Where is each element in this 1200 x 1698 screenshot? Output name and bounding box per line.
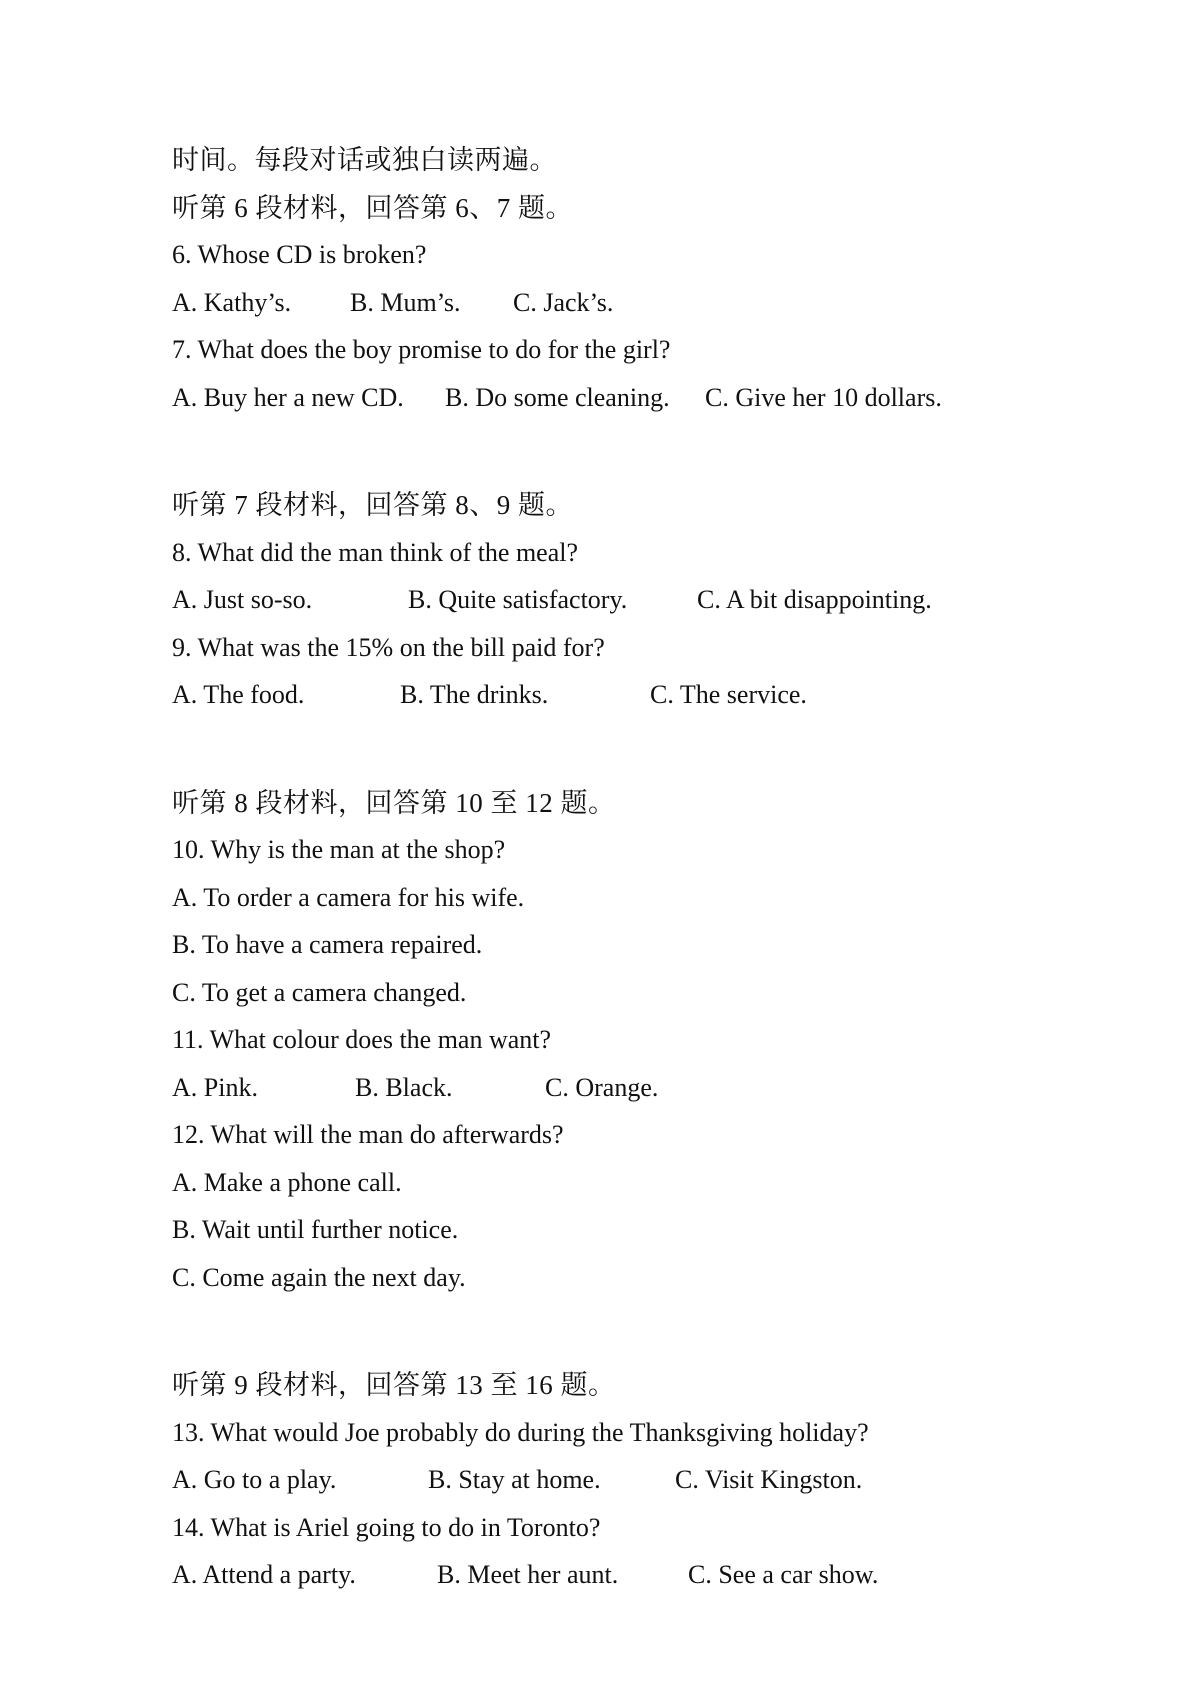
intro-line: 时间。每段对话或独白读两遍。 <box>172 145 557 175</box>
option-6-a: A. Kathy’s. <box>172 287 292 317</box>
options-row-11 <box>172 1071 1032 1119</box>
question-12: 12. What will the man do afterwards? <box>172 1120 564 1149</box>
option-9-b: B. The drinks. <box>400 680 549 709</box>
option-8-b: B. Quite satisfactory. <box>408 585 628 614</box>
question-8: 8. What did the man think of the meal? <box>172 537 579 567</box>
option-14-a: A. Attend a party. <box>172 1560 356 1589</box>
option-11-b: B. Black. <box>355 1072 453 1102</box>
question-7: 7. What does the boy promise to do for the girl? <box>172 335 671 364</box>
option-12-c: C. Come again the next day. <box>172 1262 466 1292</box>
options-row-7 <box>172 381 1032 429</box>
option-7-c: C. Give her 10 dollars. <box>705 382 942 412</box>
option-13-b: B. Stay at home. <box>428 1465 601 1494</box>
option-11-a: A. Pink. <box>172 1072 258 1102</box>
option-6-b: B. Mum’s. <box>350 287 461 317</box>
section-header-6: 听第 6 段材料，回答第 6、7 题。 <box>172 192 573 223</box>
option-8-c: C. A bit disappointing. <box>697 585 932 614</box>
section-gap <box>172 428 1032 488</box>
section-gap <box>172 1308 1032 1368</box>
question-14: 14. What is Ariel going to do in Toronto? <box>172 1512 601 1542</box>
option-8-a: A. Just so-so. <box>172 585 313 614</box>
question-6: 6. Whose CD is broken? <box>172 240 427 269</box>
section-header-8: 听第 8 段材料，回答第 10 至 12 题。 <box>172 787 616 818</box>
option-13-a: A. Go to a play. <box>172 1465 337 1494</box>
option-9-a: A. The food. <box>172 680 305 709</box>
option-10-c: C. To get a camera changed. <box>172 977 467 1007</box>
exam-content <box>172 143 1032 1606</box>
section-header-9: 听第 9 段材料，回答第 13 至 16 题。 <box>172 1370 616 1400</box>
options-row-6 <box>172 286 1032 334</box>
option-6-c: C. Jack’s. <box>513 287 614 317</box>
option-9-c: C. The service. <box>650 680 807 709</box>
question-13: 13. What would Joe probably do during the Thanksgiving holiday? <box>172 1417 869 1447</box>
question-11: 11. What colour does the man want? <box>172 1025 552 1054</box>
option-11-c: C. Orange. <box>545 1072 659 1102</box>
options-row-9 <box>172 678 1032 726</box>
section-header-7: 听第 7 段材料，回答第 8、9 题。 <box>172 490 573 520</box>
option-7-a: A. Buy her a new CD. <box>172 382 404 412</box>
option-10-b: B. To have a camera repaired. <box>172 930 483 959</box>
question-9: 9. What was the 15% on the bill paid for? <box>172 632 605 662</box>
section-gap <box>172 726 1032 786</box>
option-7-b: B. Do some cleaning. <box>445 382 670 412</box>
option-14-c: C. See a car show. <box>688 1560 879 1589</box>
option-12-b: B. Wait until further notice. <box>172 1215 459 1244</box>
option-14-b: B. Meet her aunt. <box>437 1560 619 1589</box>
option-10-a: A. To order a camera for his wife. <box>172 882 525 912</box>
question-10: 10. Why is the man at the shop? <box>172 835 506 864</box>
option-13-c: C. Visit Kingston. <box>675 1465 863 1494</box>
options-row-8 <box>172 583 1032 631</box>
options-row-13 <box>172 1463 1032 1511</box>
options-row-14 <box>172 1558 1032 1606</box>
option-12-a: A. Make a phone call. <box>172 1167 402 1197</box>
